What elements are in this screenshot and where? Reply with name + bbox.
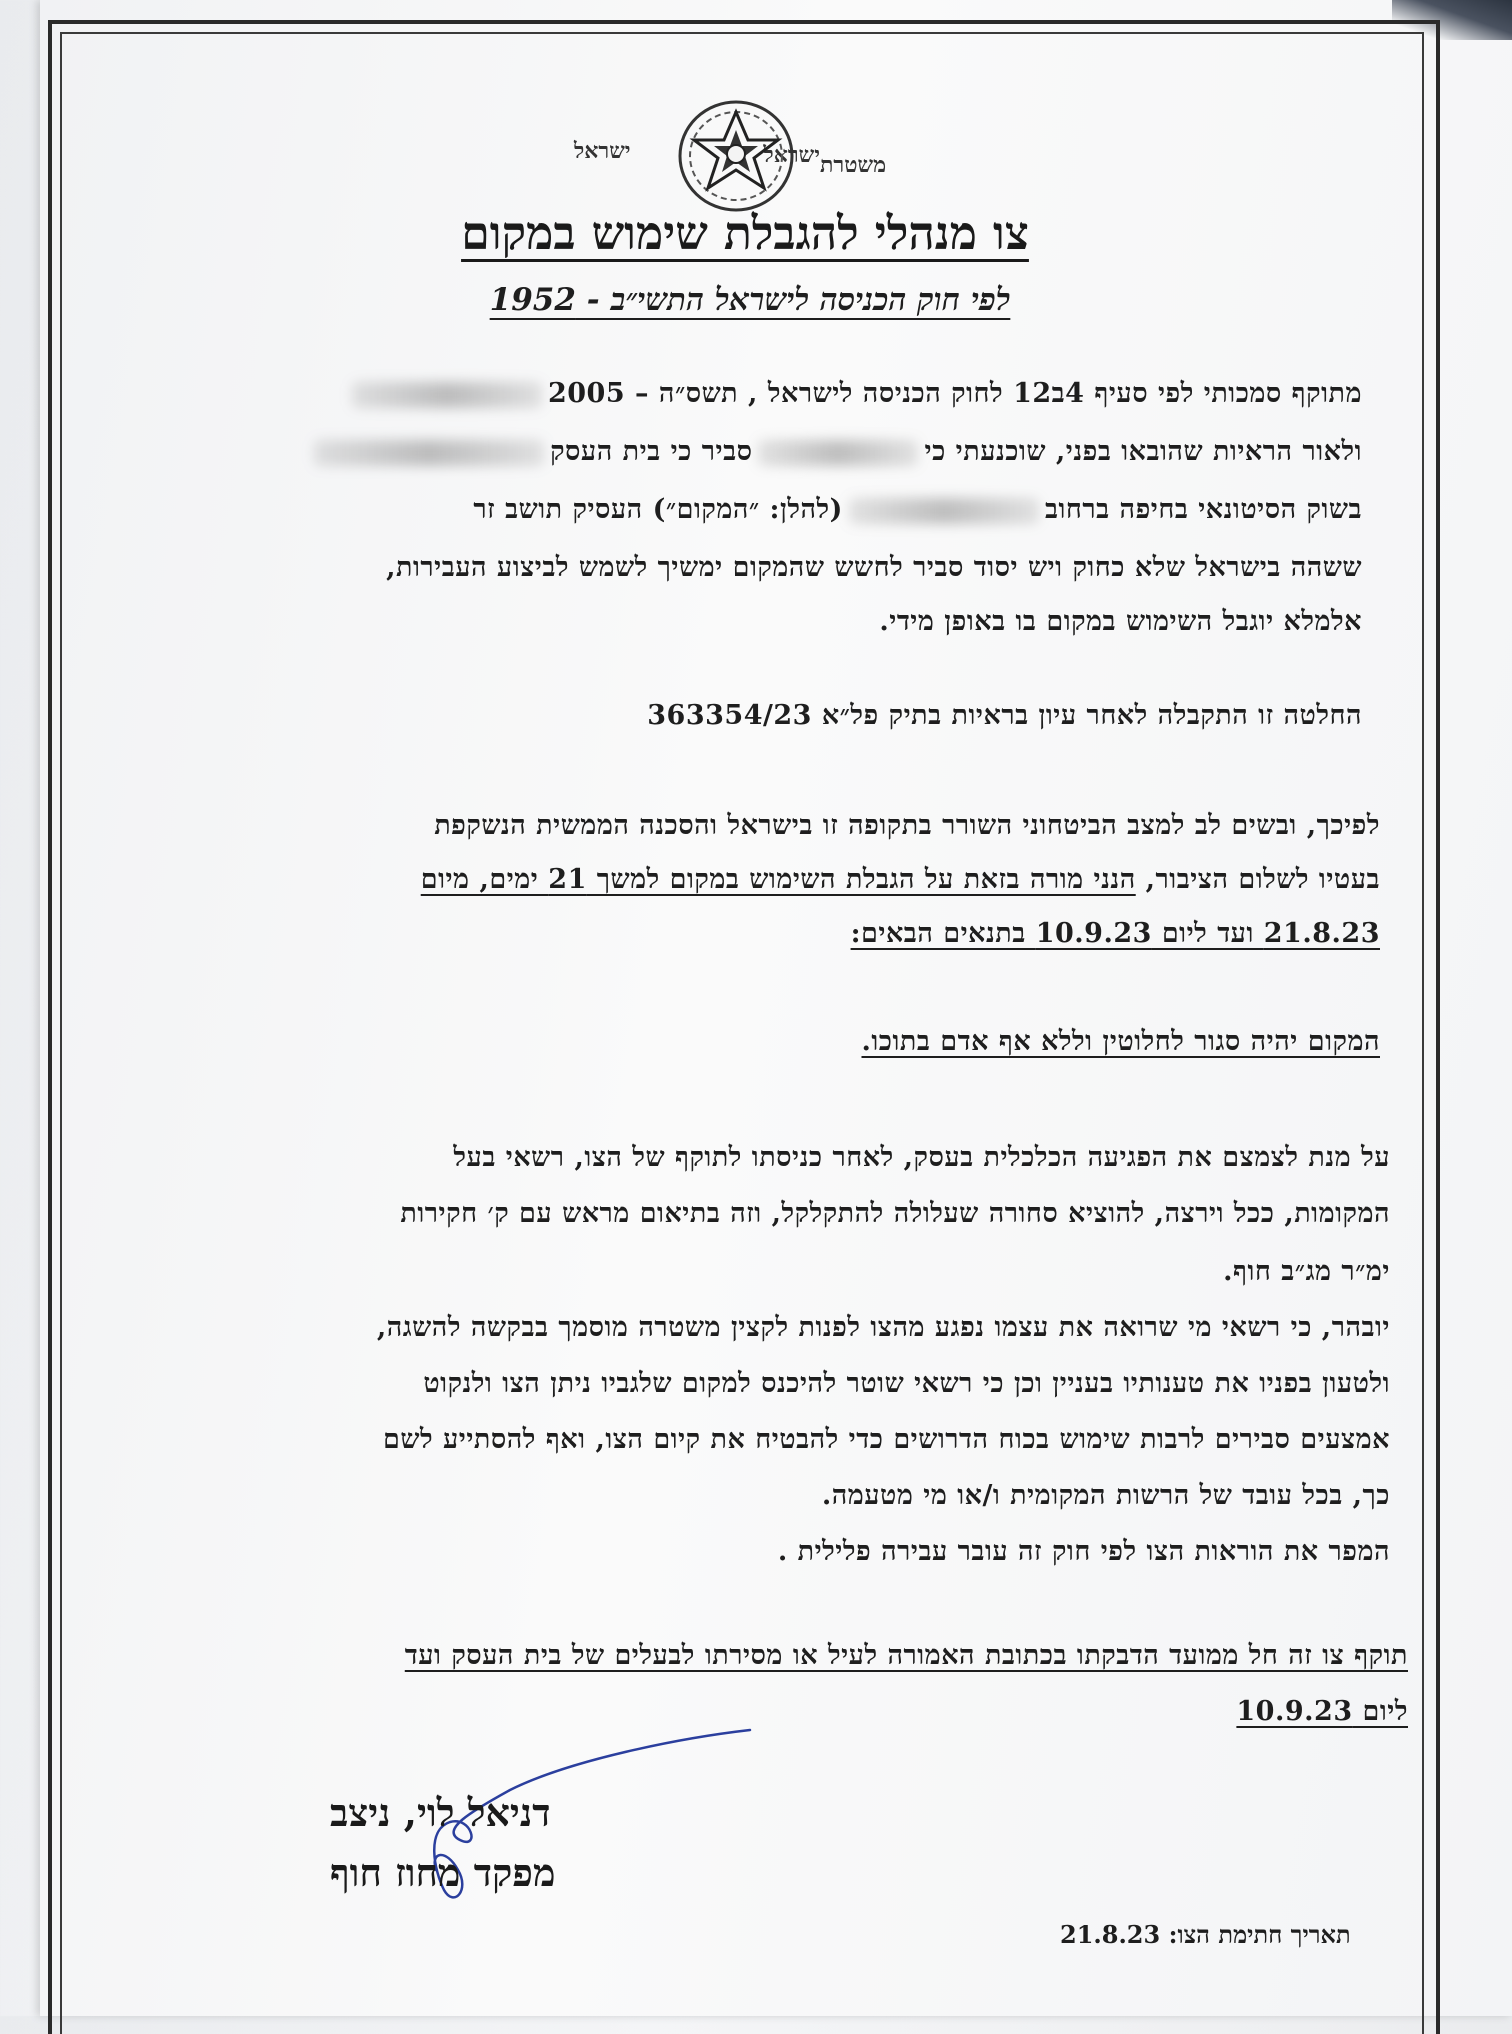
document-title: צו מנהלי להגבלת שימוש במקום [461,206,1029,260]
redacted-block [352,382,542,408]
p5-line-5: ולטעון בפניו את טענותיו בעניין וכן כי רשאי שוטר להיכנס למקום שלגביו ניתן הצו ולנקוט [423,1368,1390,1399]
p5-line-3: ימ״ר מג״ב חוף. [1223,1256,1390,1287]
p6-line-1: תוקף צו זה חל ממועד הדבקתו בכתובת האמורה לעיל או מסירתו לבעלים של בית העסק ועד [404,1640,1408,1671]
p3-line-1: לפיכך, ובשים לב למצב הביטחוני השורר בתקופה זו בישראל והסכנה הממשית הנשקפת [434,810,1380,841]
p5-line-1: על מנת לצמצם את הפגיעה הכלכלית בעסק, לאחר כניסתו לתוקף של הצו, רשאי בעל [453,1142,1390,1173]
signing-date [1060,1920,1351,1950]
p2-line: החלטה זו התקבלה לאחר עיון בראיות בתיק פל״א 363354/23 [647,700,1362,731]
p5-line-8: המפר את הוראות הצו לפי חוק זה עובר עבירה פלילית . [777,1536,1390,1567]
redacted-block [849,498,1039,524]
org-name-left-text: משטרת [820,152,887,178]
p3-line-2: בעטיו לשלום הציבור, הנני מורה בזאת על הגבלת השימוש במקום למשך 21 ימים, מיום [420,864,1380,895]
p1-line-1: מתוקף סמכותי לפי סעיף 4ב12 לחוק הכניסה לישראל , תשס״ה – 2005 [102,378,1362,409]
p5-line-6: אמצעים סבירים לרבות שימוש בכוח הדרושים כדי להבטיח את קיום הצו, ואף להסתייע לשם [383,1424,1390,1455]
letterhead [0,90,1512,220]
document-subtitle: לפי חוק הכניסה לישראל התשי״ב - 1952 [489,282,1011,318]
org-name-right: ישראל [763,142,820,168]
p1-line-2: ולאור הראיות שהובאו בפני, שוכנעתי כיסביר כי בית העסק [102,436,1362,467]
signing-date-value: 21.8.23 [1060,1920,1161,1949]
p5-line-7: כך, בכל עובד של הרשות המקומית ו/או מי מטעמה. [821,1480,1390,1511]
police-emblem-icon [668,96,804,216]
signatory-role: מפקד מחוז חוף [330,1850,556,1895]
redacted-block [314,440,544,466]
signing-date-label: תאריך חתימת הצו: [1168,1920,1351,1949]
redacted-block [758,440,918,466]
p1-line-4: ששהה בישראל שלא כחוק ויש יסוד סביר לחשש שהמקום ימשיך לשמש לביצוע העבירות, [386,552,1362,583]
p3-line-3: 21.8.23 ועד ליום 10.9.23 בתנאים הבאים: [850,918,1380,949]
org-name-right-text: ישראל [574,138,631,164]
p1-line-5: אלמלא יוגבל השימוש במקום בו באופן מידי. [879,606,1362,637]
p4-line: המקום יהיה סגור לחלוטין וללא אף אדם בתוכו. [861,1026,1380,1057]
p5-line-4: יובהר, כי רשאי מי שרואה את עצמו נפגע מהצו לפנות לקצין משטרה מוסמך בבקשה להשגה, [376,1312,1390,1343]
signatory-name: דניאל לוי, ניצב [330,1790,551,1835]
p1-line-3: בשוק הסיטונאי בחיפה ברחוב(להלן: ״המקום״) העסיק תושב זר [473,494,1362,525]
p6-line-2: ליום 10.9.23 [1236,1696,1408,1727]
p5-line-2: המקומות, ככל וירצה, להוציא סחורה שעלולה להתקלקל, וזה בתיאום מראש עם ק׳ חקירות [400,1198,1390,1229]
